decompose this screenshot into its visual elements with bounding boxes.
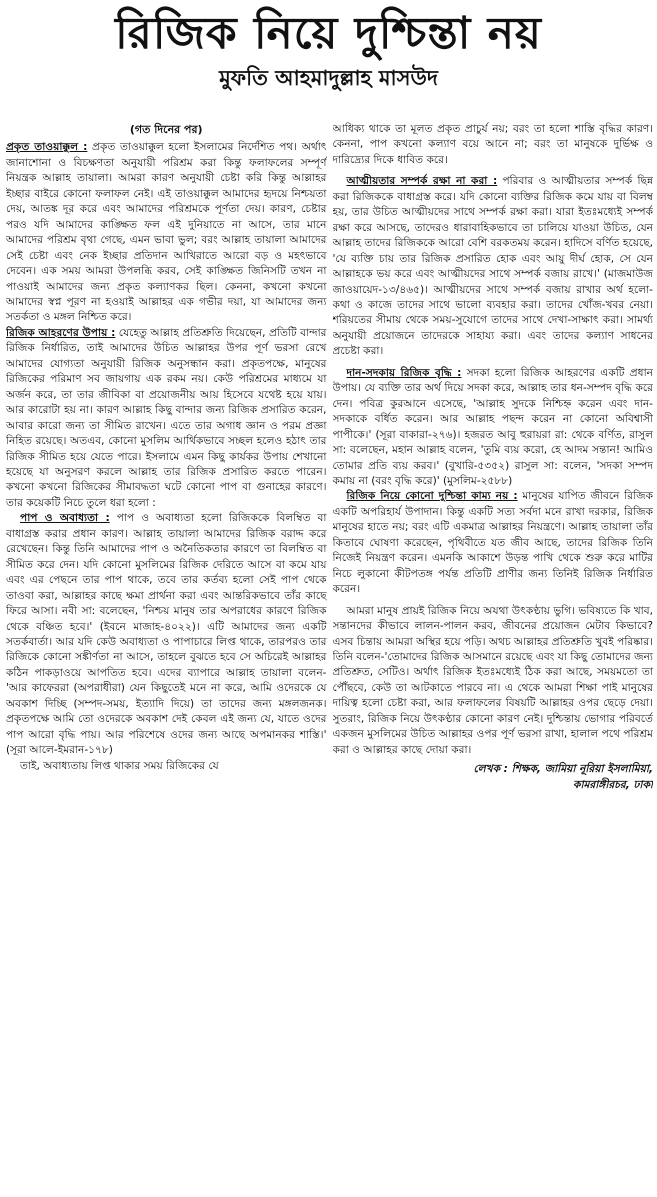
section-paragraph <box>333 366 654 490</box>
continued-label: (গত দিনের পর) <box>129 123 203 136</box>
section-text: প্রকৃত তাওয়াক্কুল হলো ইসলামের নির্দেশিত পথ। অর্থাৎ জানাশোনা ও বিচক্ষণতা অনুযায়ী পরিশ্রম করা কিন্তু ফলাফলের সম্পূর্ণ নিয়ন্ত্রক আল্লাহ তায়ালা। আমরা কারণ অনুযায়ী চেষ্টা করি কিন্তু আল্লাহর ইচ্ছার বাইরে কোনো ফলাফল নেই। এই তাওয়াক্কুল আমাদের হৃদয়ে নিশ্চয়তা দেয়, আতঙ্ক দূর করে এবং আমাদের পরিশ্রমকে পূর্ণতা দেয়। কারণ, চেষ্টার পরও যদি আমাদের কাঙ্ক্ষিত ফল এই দুনিয়াতে না আসে, তার মানে আমাদের পরিশ্রম বৃথা গেছে, এমন ভাবা ভুল; বরং আল্লাহ তায়ালা আমাদের সেই চেষ্টা এবং নেক ইচ্ছার প্রতিদান আখিরাতে আরো বড় ও মহৎভাবে দেবেন। এক সময় আমরা উপলব্ধি করব, সেই কাঙ্ক্ষিত জিনিসটি তখন না পাওয়াই আমাদের জন্য প্রকৃত কল্যাণকর ছিল। কেননা, কখনো কখনো আমাদের স্বপ্ন পূরণ না হওয়াই আল্লাহর এক গভীর দয়া, যা আমাদের জন্য সতর্কতা ও মঙ্গল নিশ্চিত করে। <box>6 141 327 324</box>
section-text: মানুষের যাপিত জীবনে রিজিক একটি অপরিহার্য উপাদান। কিন্তু একটি সত্য সর্বদা মনে রাখা দরকার, রিজিক মানুষের হাতে নয়; বরং এটি একমাত্র আল্লাহর নিয়ন্ত্রণে। আল্লাহ তায়ালা তাঁর কিতাবে ঘোষণা করেছেন, পৃথিবীতে যত জীব আছে, তাদের রিজিক তিনি নিজেই নিয়ন্ত্রণ করেন। এমনকি আকাশে উড়ন্ত পাখি থেকে শুরু করে মাটির নিচে লুকানো কীটপতঙ্গ পর্যন্ত প্রতিটি প্রাণীর জন্য তিনিই রিজিক নির্ধারিত করেন। <box>332 490 653 596</box>
left-column <box>6 122 327 1193</box>
section-text: পাপ ও অবাধ্যতা হলো রিজিককে বিলম্বিত বা বাধাগ্রস্ত করার প্রধান কারণ। আল্লাহ তায়ালা আমাদের রিজিক বরাদ্দ করে রেখেছেন। কিন্তু তিনি আমাদের পাপ ও অনৈতিকতার কারণে তা বিলম্বিত বা সীমিত করে দেন। যদি কোনো মুসলিমের রিজিক দেরিতে আসে বা কমে যায় এবং এর পেছনে তার পাপ থাকে, তবে তার কর্তব্য হলো সেই পাপ থেকে তাওবা করা, আল্লাহর কাছে ক্ষমা প্রার্থনা করা এবং আন্তরিকভাবে তাঁর কাছে ফিরে আসা। নবী সা: বলেছেন, 'নিশ্চয় মানুষ তার অপরাধের কারণে রিজিক থেকে বঞ্চিত হবে।' (ইবনে মাজাহ-৪০২২)। এটি আমাদের জন্য একটি সতর্কবার্তা। আর যদি কেউ অবাধ্যতা ও পাপাচারে লিপ্ত থাকে, তারপরও তার রিজিকে কোনো সঙ্কীর্ণতা না আসে, তাহলে বুঝতে হবে সে অচিরেই আল্লাহর কঠিন পাকড়াওয়ে আপতিত হবে। এদের ব্যাপারে আল্লাহ তায়ালা বলেন- 'আর কাফেররা (অপরাধীরা) যেন কিছুতেই মনে না করে, আমি ওদেরকে যে অবকাশ দিচ্ছি (সম্পদ-সময়, ইত্যাদি দিয়ে) তা তাদের জন্য মঙ্গলজনক। প্রকৃতপক্ষে আমি তো ওদেরকে অবকাশ দেই কেবল এই জন্য যে, যাতে ওদের পাপ আরো বৃদ্ধি পায়। আর পরিশেষে ওদের জন্য আছে অপমানকর শাস্তি।' (সূরা আলে-ইমরান-১৭৮) <box>6 512 327 757</box>
section-paragraph <box>6 140 327 325</box>
right-column <box>333 122 654 1193</box>
column-tail: তাই, অবাধ্যতায় লিপ্ত থাকার সময় রিজিকের যে <box>20 759 219 772</box>
section-text: সদকা হলো রিজিক আহরণের একটি প্রধান উপায়। যে ব্যক্তি তার অর্থ দিয়ে সদকা করে, আল্লাহ তার ধন-সম্পদ বৃদ্ধি করে দেন। পবিত্র কুরআনে এসেছে, 'আল্লাহ সুদকে নিশ্চিহ্ন করেন এবং দান-সদকাকে বর্ধিত করেন। আর আল্লাহ পছন্দ করেন না কোনো অবিশ্বাসী পাপীকে।' (সূরা বাকারা-২৭৬)। হজরত আবু হুরায়রা রা: থেকে বর্ণিত, রাসুল সা: বলেছেন, মহান আল্লাহ বলেন, 'তুমি ব্যয় করো, হে আদম সন্তান! আমিও তোমার প্রতি ব্যয় করব।' (বুখারি-৫৩৫২) রাসুল সা: বলেন, 'সদকা সম্পদ কমায় না (বরং বৃদ্ধি করে)' (মুসলিম-২৫৮৮) <box>332 366 653 487</box>
article-title: রিজিক নিয়ে দুশ্চিন্তা নয় <box>115 8 542 59</box>
author-line: কামরাঙ্গীরচর, ঢাকা <box>573 778 653 791</box>
article-columns <box>6 122 653 1193</box>
section-paragraph <box>333 174 654 359</box>
section-paragraph <box>6 326 327 511</box>
article-byline: মুফতি আহমাদুল্লাহ মাসউদ <box>219 66 438 90</box>
section-heading: দান-সদকায় রিজিক বৃদ্ধি : <box>346 366 462 379</box>
section-text: যেহেতু আল্লাহ প্রতিশ্রুতি দিয়েছেন, প্রতিটি বান্দার রিজিক নির্ধারিত, তাই আমাদের উচিত আল্লাহর উপর পূর্ণ ভরসা রেখে আমাদের যোগ্যতা অনুযায়ী রিজিক অনুসন্ধান করা। প্রকৃতপক্ষে, মানুষের রিজিকের পরিমাণ সব জায়গায় এক রকম নয়। কেউ পরিশ্রমের মাধ্যমে যা অর্জন করে, তা তার জীবিকা বা প্রয়োজনীয় আয় হিসেবে যথেষ্ট হয়ে যায়। আর কারোটা হয় না। কারণ আল্লাহ কিছু বান্দার জন্য রিজিক প্রসারিত করেন, আবার কারো জন্য তা সীমিত রাখেন। এতে তার অগাধ জ্ঞান ও পরম প্রজ্ঞা নিহিত রয়েছে। অতএব, কোনো মুসলিম আর্থিকভাবে সচ্ছল হলেও হঠাৎ তার রিজিক সীমিত হয়ে যেতে পারে। ইসলামে এমন কিছু কার্যকর উপায় শেখানো হয়েছে যা অনুসরণ করলে আল্লাহ তার রিজিক প্রসারিত করতে পারেন। কখনো কখনো রিজিকের সীমাবদ্ধতা ঘটে কোনো পাপ বা গুনাহের কারণে। তার কয়েকটি নিচে তুলে ধরা হলো : <box>6 326 327 509</box>
author-credit <box>333 762 654 793</box>
section-heading: পাপ ও অবাধ্যতা : <box>20 512 110 525</box>
section-text: পরিবার ও আত্মীয়তার সম্পর্ক ছিন্ন করা রিজিককে বাধাগ্রস্ত করে। যদি কোনো ব্যক্তির রিজিক কমে যায় বা বিলম্ব হয়, তার উচিত আত্মীয়দের সাথে সম্পর্ক রক্ষা করা। যারা ইতঃমধ্যেই সম্পর্ক রক্ষা করে আসছে, তাদেরও ধারাবাহিকভাবে তা চালিয়ে যাওয়া উচিত, যেন আল্লাহ তাদের রিজিককে আরো বেশি বরকতময় করেন। হাদিসে বর্ণিত হয়েছে, 'যে ব্যক্তি চায় তার রিজিক প্রসারিত হোক এবং আয়ু দীর্ঘ হোক, সে যেন আল্লাহকে ভয় করে এবং আত্মীয়দের সাথে সম্পর্ক বজায় রাখে।' (মাজমাউজ জাওয়ায়েদ-১৩/৪৬৫)। আত্মীয়দের সাথে সম্পর্ক বজায় রাখার অর্থ হলো- কথা ও কাজে তাদের সাথে ভালো ব্যবহার করা। তাদের খোঁজ-খবর নেয়া। শরিয়তের সীমায় থেকে সময়-সুযোগে তাদের সাথে দেখা-সাক্ষাৎ করা। সামর্থ্য অনুযায়ী প্রয়োজনে তাদেরকে সাহায্য করা। এবং তাদের কল্যাণ সাধনের প্রচেষ্টা করা। <box>332 175 653 358</box>
closing-paragraph: আমরা মানুষ প্রায়ই রিজিক নিয়ে অযথা উৎকণ্ঠায় ভুগি। ভবিষ্যতে কি খাব, সন্তানদের কীভাবে লালন-পালন করব, জীবনের প্রয়োজন মেটাব কিভাবে? এসব চিন্তায় আমরা অস্থির হয়ে পড়ি। অথচ আল্লাহর প্রতিশ্রুতি খুবই পরিষ্কার। তিনি বলেন-'তোমাদের রিজিক আসমানে রয়েছে এবং যা কিছু তোমাদের জন্য প্রতিশ্রুত, সেটিও। অর্থাৎ রিজিক ইতঃমধ্যেই ঠিক করা আছে, সময়মতো তা পৌঁছবে, কেউ তা আটকাতে পারবে না। এ থেকে আমরা শিক্ষা পাই মানুষের দায়িত্ব হলো চেষ্টা করা, আর ফলাফলের বিষয়টি আল্লাহর ওপর ছেড়ে দেয়া। সুতরাং, রিজিক নিয়ে উৎকণ্ঠার কোনো কারণ নেই। দুশ্চিন্তায় ভোগার পরিবর্তে একজন মুসলিমের উচিত আল্লাহর ওপর পূর্ণ ভরসা রাখা, হালাল পথে পরিশ্রম করা ও আল্লাহর কাছে দোয়া করা। <box>332 604 653 756</box>
section-heading: প্রকৃত তাওয়াক্কুল : <box>6 141 88 154</box>
section-heading: আত্মীয়তার সম্পর্ক রক্ষা না করা : <box>346 175 498 188</box>
section-heading: রিজিক নিয়ে কোনো দুশ্চিন্তা কাম্য নয় : <box>346 490 518 503</box>
section-paragraph <box>6 511 327 758</box>
author-line: লেখক : শিক্ষক, জামিয়া নূরিয়া ইসলামিয়া, <box>473 763 653 776</box>
section-paragraph <box>333 489 654 597</box>
section-heading: রিজিক আহরণের উপায় : <box>6 326 116 339</box>
continued-text: আধিক্য থাকে তা মূলত প্রকৃত প্রাচুর্য নয়; বরং তা হলো শাস্তি বৃদ্ধির কারণ। কেননা, পাপ কখনো কল্যাণ বয়ে আনে না; বরং তা মানুষকে দুর্ভিক্ষ ও দারিদ্র্যের দিকে ধাবিত করে। <box>332 123 653 166</box>
